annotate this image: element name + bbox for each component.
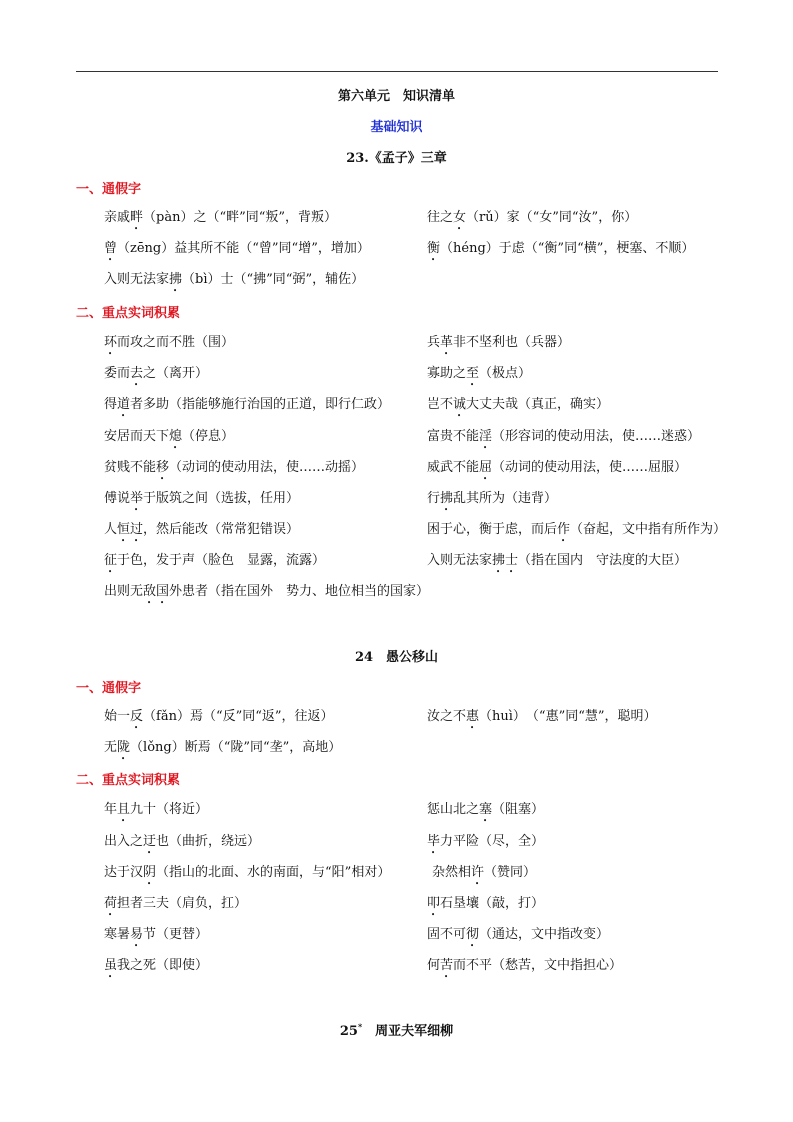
list-item <box>0 954 793 974</box>
entry-right: 富贵不能淫（形容词的使动用法，使……迷惑） <box>427 429 701 444</box>
lesson-title: 25* 周亚夫军细柳 <box>339 1021 454 1039</box>
entry-left: 委而去之（离开） <box>104 366 209 381</box>
list-item <box>0 362 793 382</box>
entry-right: 行拂乱其所为（违背） <box>427 491 558 506</box>
entry-left: 安居而天下熄（停息） <box>104 429 235 444</box>
entry-right: 往之女（rǔ）家（“女”同“汝”，你） <box>427 210 638 225</box>
entry-right: 何苦而不平（愁苦，文中指担心） <box>427 958 623 973</box>
entry-left: 出入之迂也（曲折，绕远） <box>104 834 261 849</box>
entry-right: 岂不诚大丈夫哉（真正，确实） <box>427 397 610 412</box>
section-title: 基础知识 <box>370 120 423 135</box>
list-item <box>0 237 793 257</box>
entry-left: 环而攻之而不胜（围） <box>104 335 235 350</box>
entry-right: 毕力平险（尽，全） <box>427 834 545 849</box>
list-item <box>0 268 793 288</box>
entry-right: 汝之不惠（huì） （“惠”同“慧”，聪明） <box>427 709 657 724</box>
entry-left: 亲戚畔（pàn）之（“畔”同“叛”，背叛） <box>104 210 338 225</box>
list-item <box>0 923 793 943</box>
list-item <box>0 705 793 725</box>
entry-left: 傅说举于版筑之间（选拔，任用） <box>104 491 300 506</box>
list-item <box>0 549 793 569</box>
entry-left: 得道者多助（指能够施行治国的正道，即行仁政） <box>104 397 391 412</box>
list-item <box>0 798 793 818</box>
entry-right: 惩山北之塞（阻塞） <box>427 802 545 817</box>
entry-right: 衡（héng）于虑（“衡”同“横”，梗塞、不顺） <box>427 241 695 256</box>
list-item <box>0 830 793 850</box>
unit-title: 第六单元 知识清单 <box>337 89 455 104</box>
entry-right: 叩石垦壤（敲，打） <box>427 896 545 911</box>
entry-left: 寒暑易节（更替） <box>104 927 209 942</box>
top-rule <box>76 71 718 72</box>
entry-right: 兵革非不坚利也（兵器） <box>427 335 571 350</box>
entry-right: 困于心，衡于虑，而后作（奋起，文中指有所作为） <box>427 522 727 537</box>
list-item <box>0 518 793 538</box>
list-item <box>0 425 793 445</box>
entry-right: 杂然相许（赞同） <box>432 865 537 880</box>
entry-left: 荷担者三夫（肩负，扛） <box>104 896 248 911</box>
entry-right: 入则无法家拂士（指在国内 守法度的大臣） <box>427 553 688 568</box>
lesson-title: 23.《孟子》三章 <box>346 151 447 166</box>
entry-left: 虽我之死（即使） <box>104 958 209 973</box>
entry-left: 达于汉阴（指山的北面、水的南面，与“阳”相对） <box>104 865 391 880</box>
list-item <box>0 393 793 413</box>
list-item <box>0 861 793 881</box>
list-item <box>0 736 793 756</box>
list-item <box>0 487 793 507</box>
entry-right: 寡助之至（极点） <box>427 366 532 381</box>
section-heading: 二、重点实词积累 <box>76 773 181 788</box>
section-heading: 一、通假字 <box>76 681 142 696</box>
list-item <box>0 456 793 476</box>
entry-left: 贫贱不能移（动词的使动用法，使……动摇） <box>104 460 365 475</box>
lesson-title: 24 愚公移山 <box>354 650 439 665</box>
entry-left: 征于色，发于声（脸色 显露，流露） <box>104 553 326 568</box>
list-item <box>0 331 793 351</box>
entry-left: 入则无法家拂（bì）士（“拂”同“弼”，辅佐） <box>104 272 365 287</box>
section-heading: 一、通假字 <box>76 182 142 197</box>
entry-left: 始一反（fǎn）焉（“反”同“返”，往返） <box>104 709 334 724</box>
list-item <box>0 892 793 912</box>
entry-right: 固不可彻（通达，文中指改变） <box>427 927 610 942</box>
entry-right: 威武不能屈（动词的使动用法，使……屈服） <box>427 460 688 475</box>
entry-left: 人恒过，然后能改（常常犯错误） <box>104 522 300 537</box>
list-item <box>0 206 793 226</box>
section-heading: 二、重点实词积累 <box>76 306 181 321</box>
list-item <box>0 580 793 600</box>
entry-left: 年且九十（将近） <box>104 802 209 817</box>
entry-left: 出则无敌国外患者（指在国外 势力、地位相当的国家） <box>104 584 430 599</box>
entry-left: 无陇（lǒng）断焉（“陇”同“垄”，高地） <box>104 740 342 755</box>
entry-left: 曾（zēng）益其所不能（“曾”同“增”，增加） <box>104 241 370 256</box>
